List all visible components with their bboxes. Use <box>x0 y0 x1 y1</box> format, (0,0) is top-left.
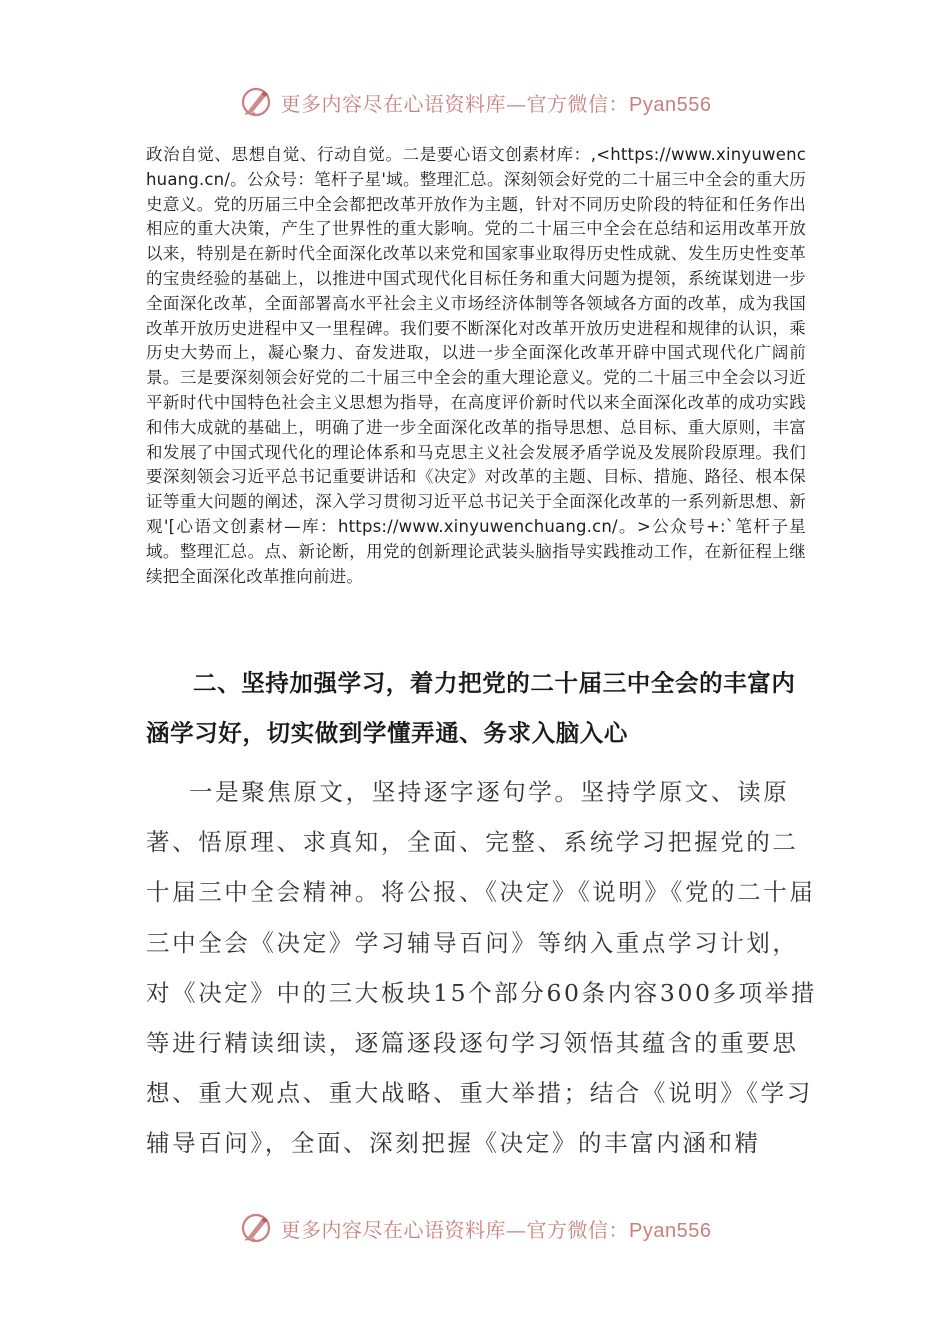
header-wechat-id: Pyan556 <box>629 93 712 116</box>
header-banner <box>0 82 950 122</box>
pen-nib-logo-icon <box>239 1211 273 1245</box>
header-banner-label: 更多内容尽在心语资料库—官方微信： <box>280 91 630 116</box>
footer-banner-label: 更多内容尽在心语资料库—官方微信： <box>280 1217 630 1242</box>
footer-banner-text <box>281 1214 712 1243</box>
footer-wechat-id: Pyan556 <box>629 1219 712 1242</box>
pen-nib-logo-icon <box>239 85 273 119</box>
header-banner-text <box>281 88 712 117</box>
body-paragraph-1: 政治自觉、思想自觉、行动自觉。二是要心语文创素材库：,<https://www.xinyuwenchuang.cn/。公众号：笔杆子星'域。整理汇总。深刻领会好党的二十届三中全会的重大历史意义。党的历届三中全会都把改革开放作为主题，针对不同历史阶段的特征和任务作出相应的重大决策，产生了世界性的重大影响。党的二十届三中全会在总结和运用改革开放以来，特别是在新时代全面深化改革以来党和国家事业取得历史性成就、发生历史性变革的宝贵经验的基础上，以推进中国式现代化目标任务和重大问题为提领，系统谋划进一步全面深化改革，全面部署高水平社会主义市场经济体制等各领域各方面的改革，成为我国改革开放历史进程中又一里程碑。我们要不断深化对改革开放历史进程和规律的认识，乘历史大势而上，凝心聚力、奋发进取，以进一步全面深化改革开辟中国式现代化广阔前景。三是要深刻领会好党的二十届三中全会的重大理论意义。党的二十届三中全会以习近平新时代中国特色社会主义思想为指导，在高度评价新时代以来全面深化改革的成功实践和伟大成就的基础上，明确了进一步全面深化改革的指导思想、总目标、重大原则，丰富和发展了中国式现代化的理论体系和马克思主义社会发展矛盾学说及发展阶段原理。我们要深刻领会习近平总书记重要讲话和《决定》对改革的主题、目标、措施、路径、根本保证等重大问题的阐述，深入学习贯彻习近平总书记关于全面深化改革的一系列新思想、新观'[心语文创素材—库：https://www.xinyuwenchuang.cn/。>公众号+:`笔杆子星域。整理汇总。点、新论断，用党的创新理论武装头脑指导实践推动工作，在新征程上继续把全面深化改革推向前进。 <box>146 145 806 586</box>
section-heading-2: 二、坚持加强学习，着力把党的二十届三中全会的丰富内涵学习好，切实做到学懂弄通、务求入脑入心 <box>146 669 796 747</box>
footer-banner <box>0 1208 950 1248</box>
body-paragraph-2: 一是聚焦原文，坚持逐字逐句学。坚持学原文、读原著、悟原理、求真知，全面、完整、系统学习把握党的二十届三中全会精神。将公报、《决定》《说明》《党的二十届三中全会《决定》学习辅导百问》等纳入重点学习计划，对《决定》中的三大板块15个部分60条内容300多项举措等进行精读细读，逐篇逐段逐句学习领悟其蕴含的重要思想、重大观点、重大战略、重大举措；结合《说明》《学习辅导百问》，全面、深刻把握《决定》的丰富内涵和精 <box>146 778 817 1158</box>
